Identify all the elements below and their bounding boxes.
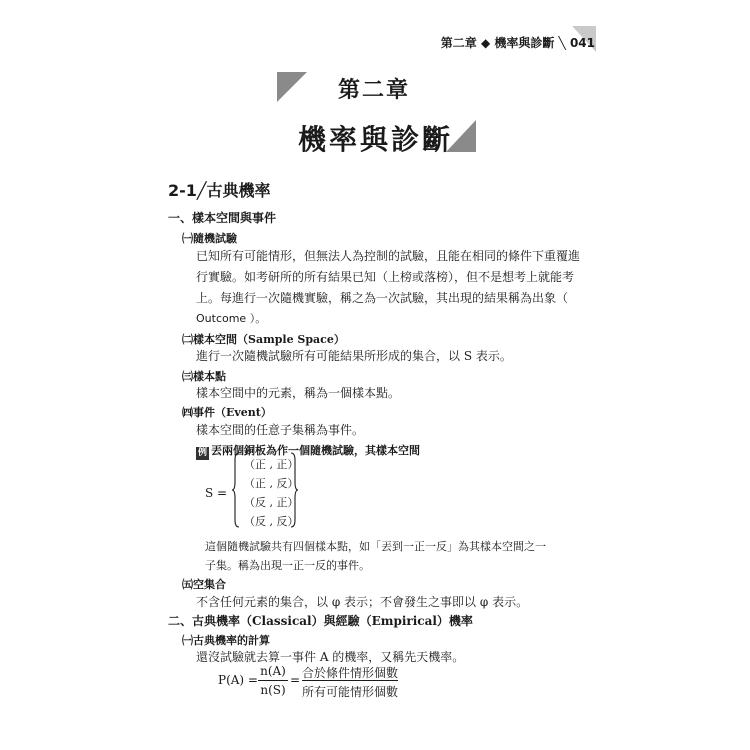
item5-label: ㈤空集合: [182, 578, 226, 591]
item3-label: ㈢樣本點: [182, 370, 226, 383]
part2-heading: 二、古典機率（Classical）與經驗（Empirical）機率: [168, 614, 473, 628]
item1-line-1: 已知所有可能情形，但無法人為控制的試驗，且能在相同的條件下重覆進: [196, 249, 581, 263]
item1-line-2: 行實驗。如考研所的所有結果已知（上榜或落榜），但不是想考上就能考: [196, 270, 575, 284]
part2-item1-line: 還沒試驗就去算一事件 A 的機率，又稱先天機率。: [196, 650, 465, 664]
formula-numerator-1: n(A): [260, 664, 286, 678]
item3-line: 樣本空間中的元素，稱為一個樣本點。: [196, 386, 401, 400]
item4-line: 樣本空間的任意子集稱為事件。: [196, 423, 365, 437]
set-element-3: （反 , 正）: [244, 496, 299, 509]
set-element-1: （正 , 正）: [244, 458, 299, 471]
formula-lhs: P(A) =: [218, 673, 258, 687]
example-text: 丟兩個銅板為作一個隨機試驗，其樣本空間: [211, 444, 420, 457]
formula-denominator-1: n(S): [260, 683, 286, 697]
item1-line-3: 上。每進行一次隨機實驗，稱之為一次試驗，其出現的結果稱為出象（: [196, 291, 569, 305]
item5-line: 不含任何元素的集合，以 φ 表示；不會發生之事即以 φ 表示。: [196, 595, 529, 609]
item1-label: ㈠隨機試驗: [182, 232, 237, 245]
formula-denominator-2: 所有可能情形個數: [302, 685, 399, 699]
part2-item1-label: ㈠古典機率的計算: [182, 634, 270, 647]
chapter-number: 第二章: [338, 77, 411, 103]
chapter-title: 機率與診斷: [298, 123, 454, 156]
section-title: 2-1╱古典機率: [168, 181, 271, 200]
example-line: [196, 442, 420, 460]
sample-space-label: S =: [205, 486, 228, 500]
fraction-bar-2: [302, 680, 398, 681]
item1-line-4: Outcome ）。: [196, 312, 267, 325]
running-header: 第二章 ◆ 機率與診斷 ╲ 041: [440, 36, 595, 50]
set-element-4: （反 , 反）: [244, 515, 299, 528]
set-element-2: （正 , 反）: [244, 477, 299, 490]
formula-equals: =: [290, 673, 301, 687]
part1-heading: 一、樣本空間與事件: [168, 211, 277, 225]
fraction-bar-1: [258, 680, 288, 681]
example-note-line-1: 這個隨機試驗共有四個樣本點，如「丟到一正一反」為其樣本空間之一: [205, 540, 546, 553]
item4-label: ㈣事件（Event）: [182, 406, 272, 419]
example-icon: 例: [197, 448, 207, 458]
example-note-line-2: 子集。稱為出現一正一反的事件。: [205, 559, 370, 572]
formula-numerator-2: 合於條件情形個數: [302, 666, 399, 680]
chapter-triangle-decoration-left: [277, 72, 307, 102]
item2-line: 進行一次隨機試驗所有可能結果所形成的集合，以 S 表示。: [196, 349, 512, 363]
chapter-triangle-decoration-right: [446, 120, 476, 152]
right-brace-icon: [290, 452, 298, 528]
item2-label: ㈡樣本空間（Sample Space）: [182, 333, 345, 346]
left-brace-icon: [232, 452, 240, 528]
